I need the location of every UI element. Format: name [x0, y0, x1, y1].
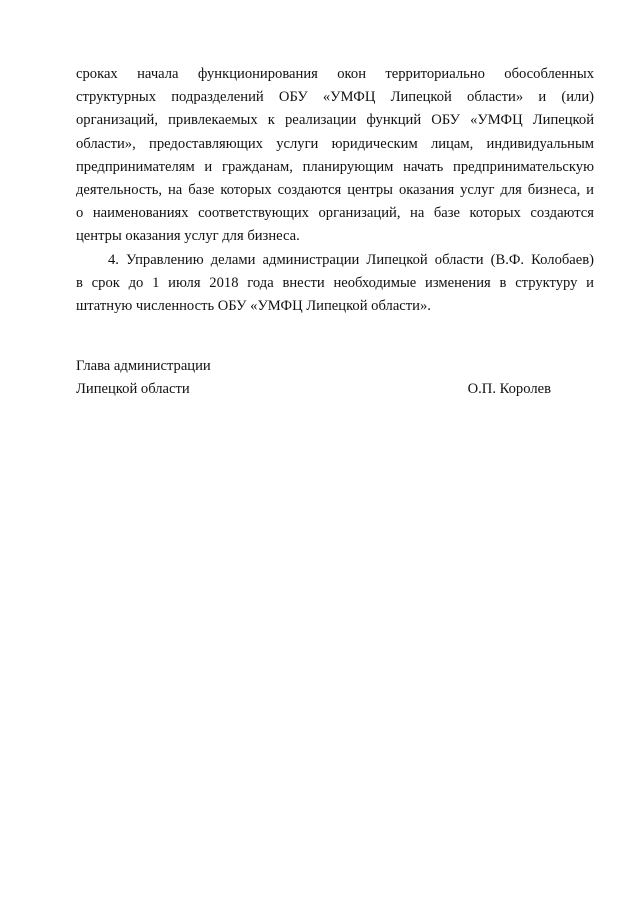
text-line: центры оказания услуг для бизнеса.	[76, 228, 300, 245]
paragraph-continued	[76, 63, 594, 249]
signatory-title: Глава администрации	[76, 358, 211, 374]
text-line: деятельность, на базе которых создаются центры оказания услуг для бизнеса, и	[76, 182, 594, 199]
signatory-name: О.П. Королев	[467, 381, 551, 398]
text-line: о наименованиях соответствующих организаций, на базе которых создаются	[76, 205, 594, 222]
text-line: области», предоставляющих услуги юридическим лицам, индивидуальным	[76, 135, 594, 152]
paragraph-4	[76, 249, 594, 319]
signature-title-row-2	[76, 378, 551, 401]
signatory-region: Липецкой области	[76, 381, 190, 398]
document-body	[76, 63, 594, 318]
signature-title-row-1	[76, 355, 551, 378]
text-line: штатную численность ОБУ «УМФЦ Липецкой области».	[76, 298, 431, 315]
text-line: организаций, привлекаемых к реализации функций ОБУ «УМФЦ Липецкой	[76, 112, 594, 129]
text-line: 4. Управлению делами администрации Липецкой области (В.Ф. Колобаев)	[108, 251, 594, 268]
text-line: структурных подразделений ОБУ «УМФЦ Липецкой области» и (или)	[76, 89, 594, 106]
signature-block	[76, 355, 551, 401]
text-line: в срок до 1 июля 2018 года внести необходимые изменения в структуру и	[76, 274, 594, 291]
text-line: сроках начала функционирования окон территориально обособленных	[76, 66, 594, 82]
text-line: предпринимателям и гражданам, планирующим начать предпринимательскую	[76, 158, 594, 175]
